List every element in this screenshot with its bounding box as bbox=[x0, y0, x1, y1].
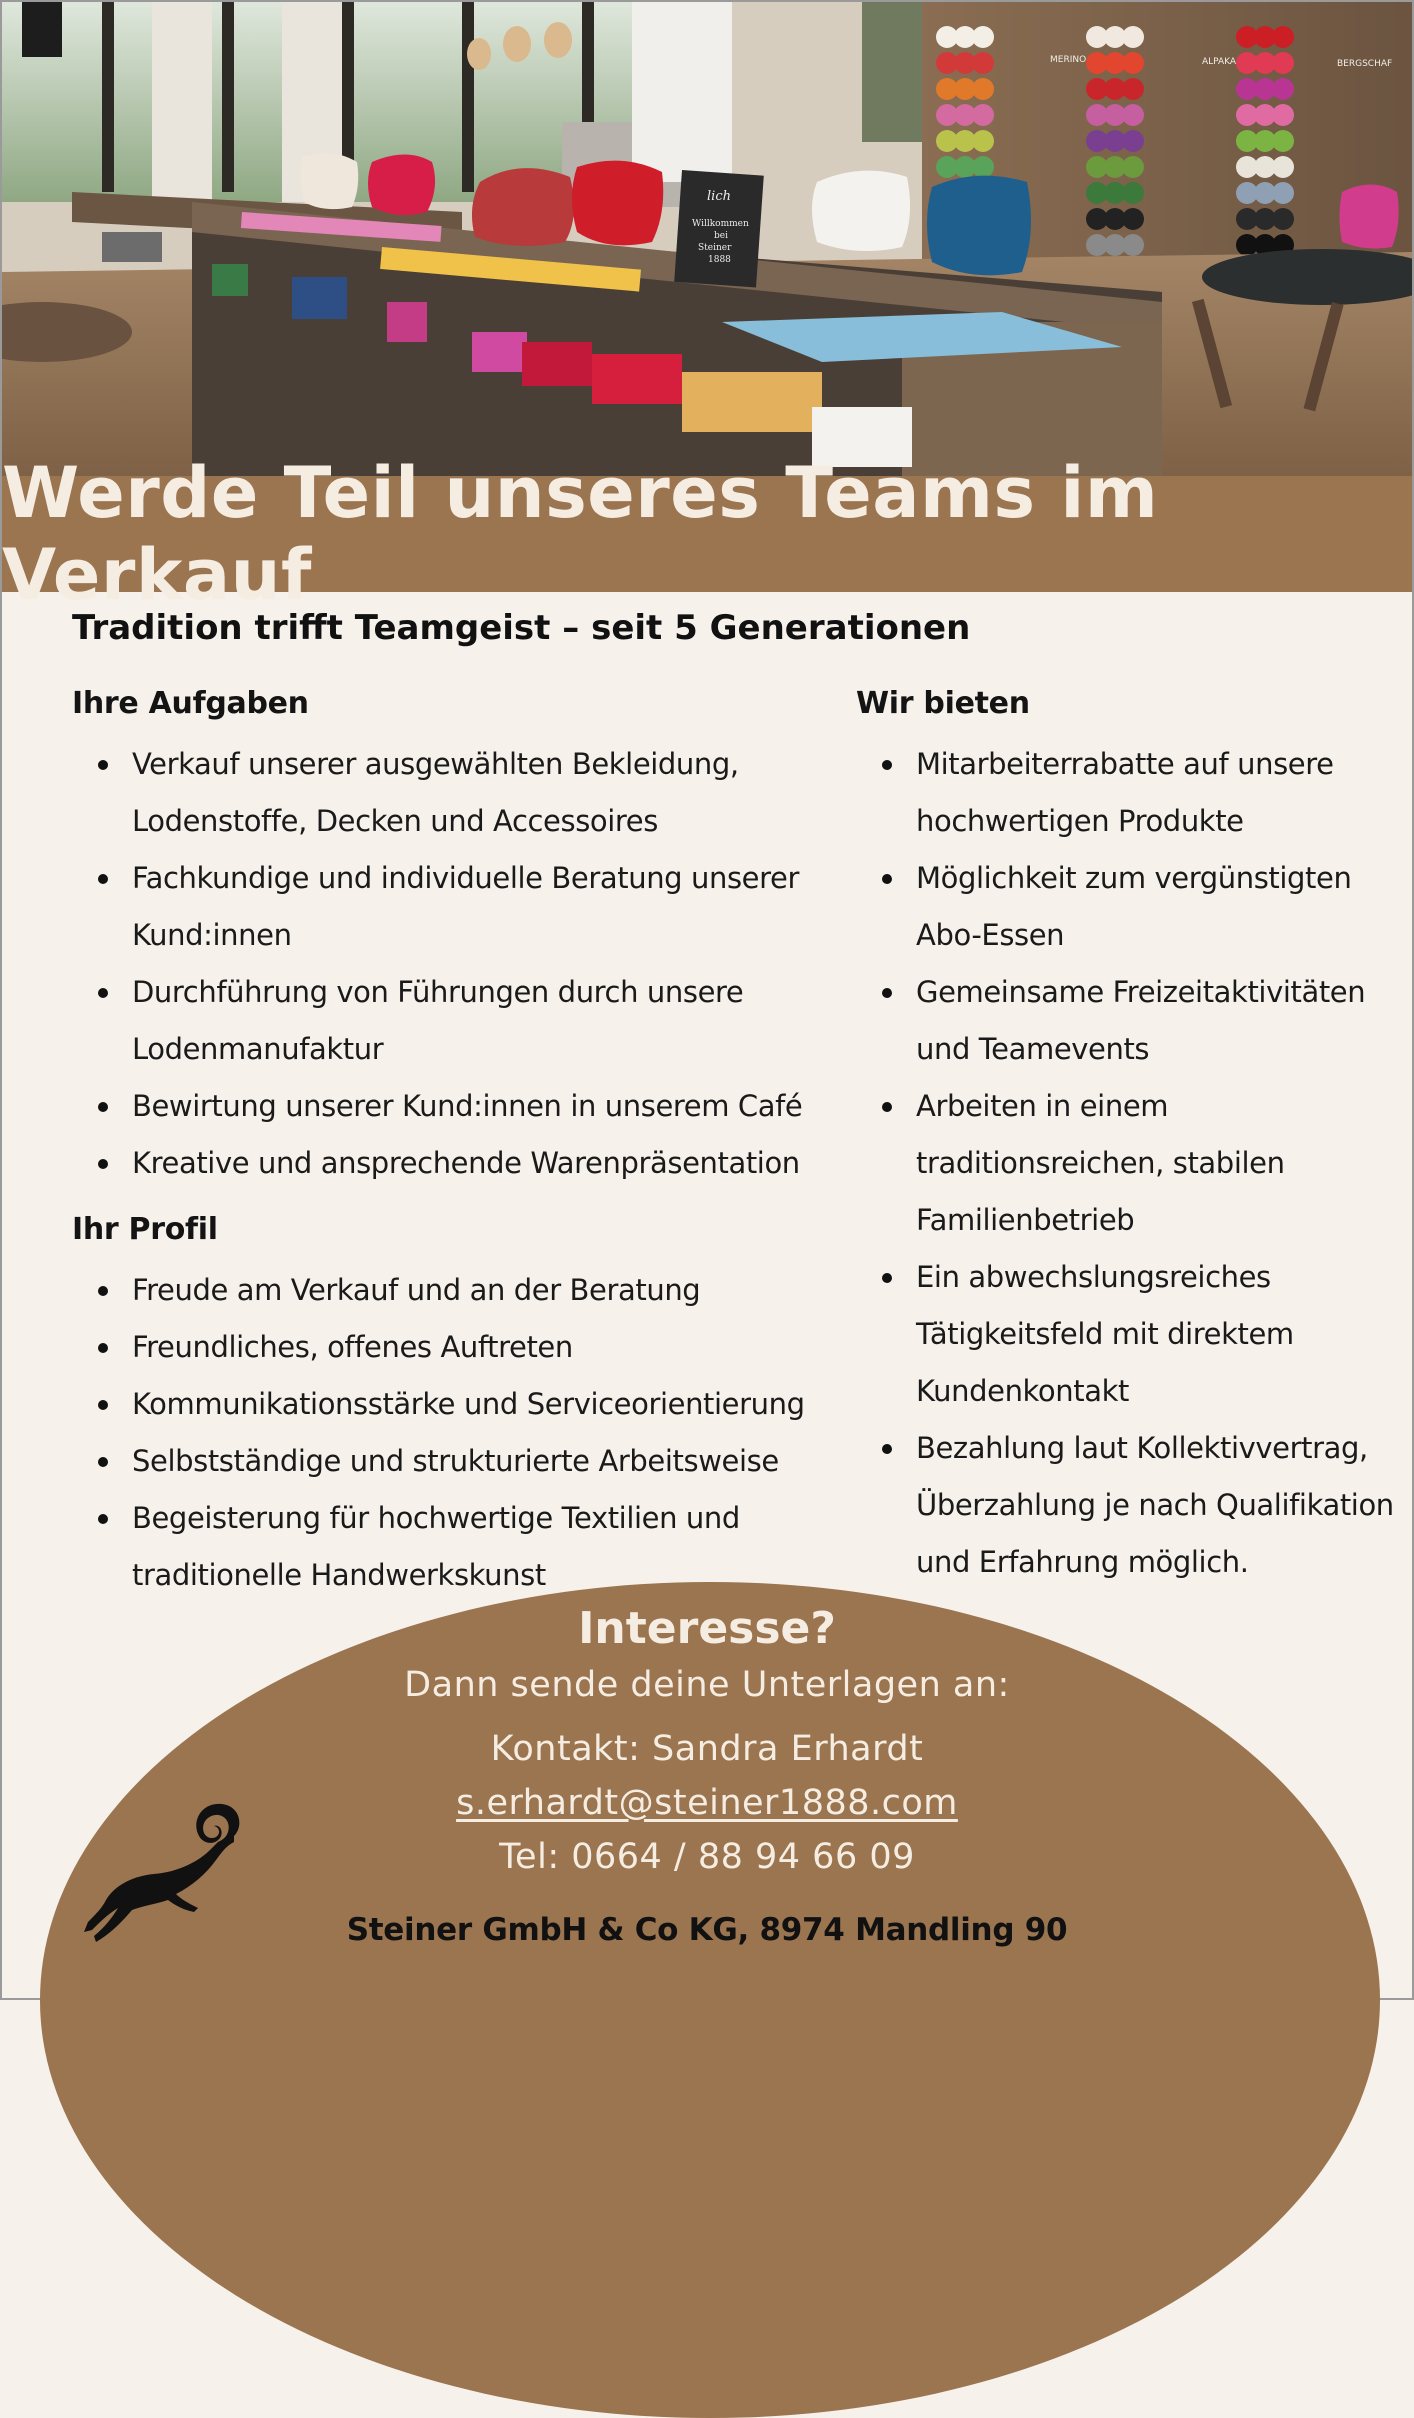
subtitle: Tradition trifft Teamgeist – seit 5 Generationen bbox=[72, 608, 971, 648]
left-column bbox=[72, 680, 812, 1618]
blanket-roll bbox=[972, 104, 994, 126]
list-item: Kommunikationsstärke und Serviceorientierung bbox=[72, 1376, 812, 1433]
blanket-roll bbox=[1122, 208, 1144, 230]
tasks-heading: Ihre Aufgaben bbox=[72, 686, 309, 721]
ram-logo-icon bbox=[84, 1800, 254, 1950]
svg-text:bei: bei bbox=[714, 231, 728, 241]
offer-heading: Wir bieten bbox=[856, 686, 1030, 721]
blanket-roll bbox=[972, 26, 994, 48]
blanket-roll bbox=[1122, 130, 1144, 152]
title-band bbox=[2, 452, 1412, 616]
send-text: Dann sende deine Unterlagen an: bbox=[404, 1665, 1010, 1705]
page-title: Werde Teil unseres Teams im Verkauf bbox=[2, 452, 1159, 616]
blanket-roll bbox=[972, 156, 994, 178]
blanket-roll bbox=[1122, 104, 1144, 126]
chalkboard bbox=[674, 170, 764, 287]
profile-heading: Ihr Profil bbox=[72, 1212, 218, 1247]
blanket-roll bbox=[972, 78, 994, 100]
blanket-roll bbox=[1122, 78, 1144, 100]
hero-photo bbox=[2, 2, 1412, 476]
list-item: Freude am Verkauf und an der Beratung bbox=[72, 1262, 812, 1319]
blanket-roll bbox=[1122, 26, 1144, 48]
interest-heading: Interesse? bbox=[578, 1603, 836, 1654]
list-item: Freundliches, offenes Auftreten bbox=[72, 1319, 812, 1376]
blanket-roll bbox=[1272, 182, 1294, 204]
phone-number: Tel: 0664 / 88 94 66 09 bbox=[499, 1837, 915, 1877]
svg-text:1888: 1888 bbox=[708, 255, 731, 265]
blanket-roll bbox=[1272, 26, 1294, 48]
list-item: Begeisterung für hochwertige Textilien und traditionelle Handwerkskunst bbox=[72, 1490, 812, 1604]
blanket-roll bbox=[1272, 104, 1294, 126]
list-item: Bewirtung unserer Kund:innen in unserem Café bbox=[72, 1078, 812, 1135]
blanket-roll bbox=[1122, 182, 1144, 204]
list-item: Gemeinsame Freizeitaktivitäten und Teamevents bbox=[856, 964, 1396, 1078]
svg-text:lich: lich bbox=[707, 189, 731, 204]
email-link[interactable]: s.erhardt@steiner1888.com bbox=[456, 1783, 958, 1823]
list-item: Bezahlung laut Kollektivvertrag, Überzahlung je nach Qualifikation und Erfahrung möglich. bbox=[856, 1420, 1396, 1591]
blanket-roll bbox=[1272, 78, 1294, 100]
list-item: Verkauf unserer ausgewählten Bekleidung, Lodenstoffe, Decken und Accessoires bbox=[72, 736, 812, 850]
blanket-roll bbox=[1122, 52, 1144, 74]
list-item: Fachkundige und individuelle Beratung unserer Kund:innen bbox=[72, 850, 812, 964]
contact-name: Kontakt: Sandra Erhardt bbox=[490, 1729, 924, 1769]
tasks-list bbox=[72, 736, 812, 1192]
right-column bbox=[856, 680, 1396, 1605]
list-item: Kreative und ansprechende Warenpräsentation bbox=[72, 1135, 812, 1192]
list-item: Mitarbeiterrabatte auf unsere hochwertigen Produkte bbox=[856, 736, 1396, 850]
svg-text:Willkommen: Willkommen bbox=[692, 219, 749, 229]
blanket-roll bbox=[1272, 52, 1294, 74]
blanket-roll bbox=[972, 130, 994, 152]
svg-text:ALPAKA: ALPAKA bbox=[1202, 57, 1237, 67]
list-item: Selbstständige und strukturierte Arbeitsweise bbox=[72, 1433, 812, 1490]
blanket-roll bbox=[1122, 156, 1144, 178]
profile-list bbox=[72, 1262, 812, 1604]
svg-text:BERGSCHAF: BERGSCHAF bbox=[1337, 59, 1393, 69]
offer-list bbox=[856, 736, 1396, 1591]
blanket-roll bbox=[1272, 130, 1294, 152]
list-item: Ein abwechslungsreiches Tätigkeitsfeld mit direktem Kundenkontakt bbox=[856, 1249, 1396, 1420]
svg-text:MERINO: MERINO bbox=[1050, 55, 1087, 65]
blanket-roll bbox=[972, 52, 994, 74]
company-address: Steiner GmbH & Co KG, 8974 Mandling 90 bbox=[346, 1912, 1068, 1948]
blanket-roll bbox=[1272, 156, 1294, 178]
blanket-roll bbox=[1272, 208, 1294, 230]
list-item: Arbeiten in einem traditionsreichen, stabilen Familienbetrieb bbox=[856, 1078, 1396, 1249]
list-item: Durchführung von Führungen durch unsere Lodenmanufaktur bbox=[72, 964, 812, 1078]
blanket-roll bbox=[1122, 234, 1144, 256]
list-item: Möglichkeit zum vergünstigten Abo-Essen bbox=[856, 850, 1396, 964]
svg-text:Steiner: Steiner bbox=[698, 243, 732, 253]
